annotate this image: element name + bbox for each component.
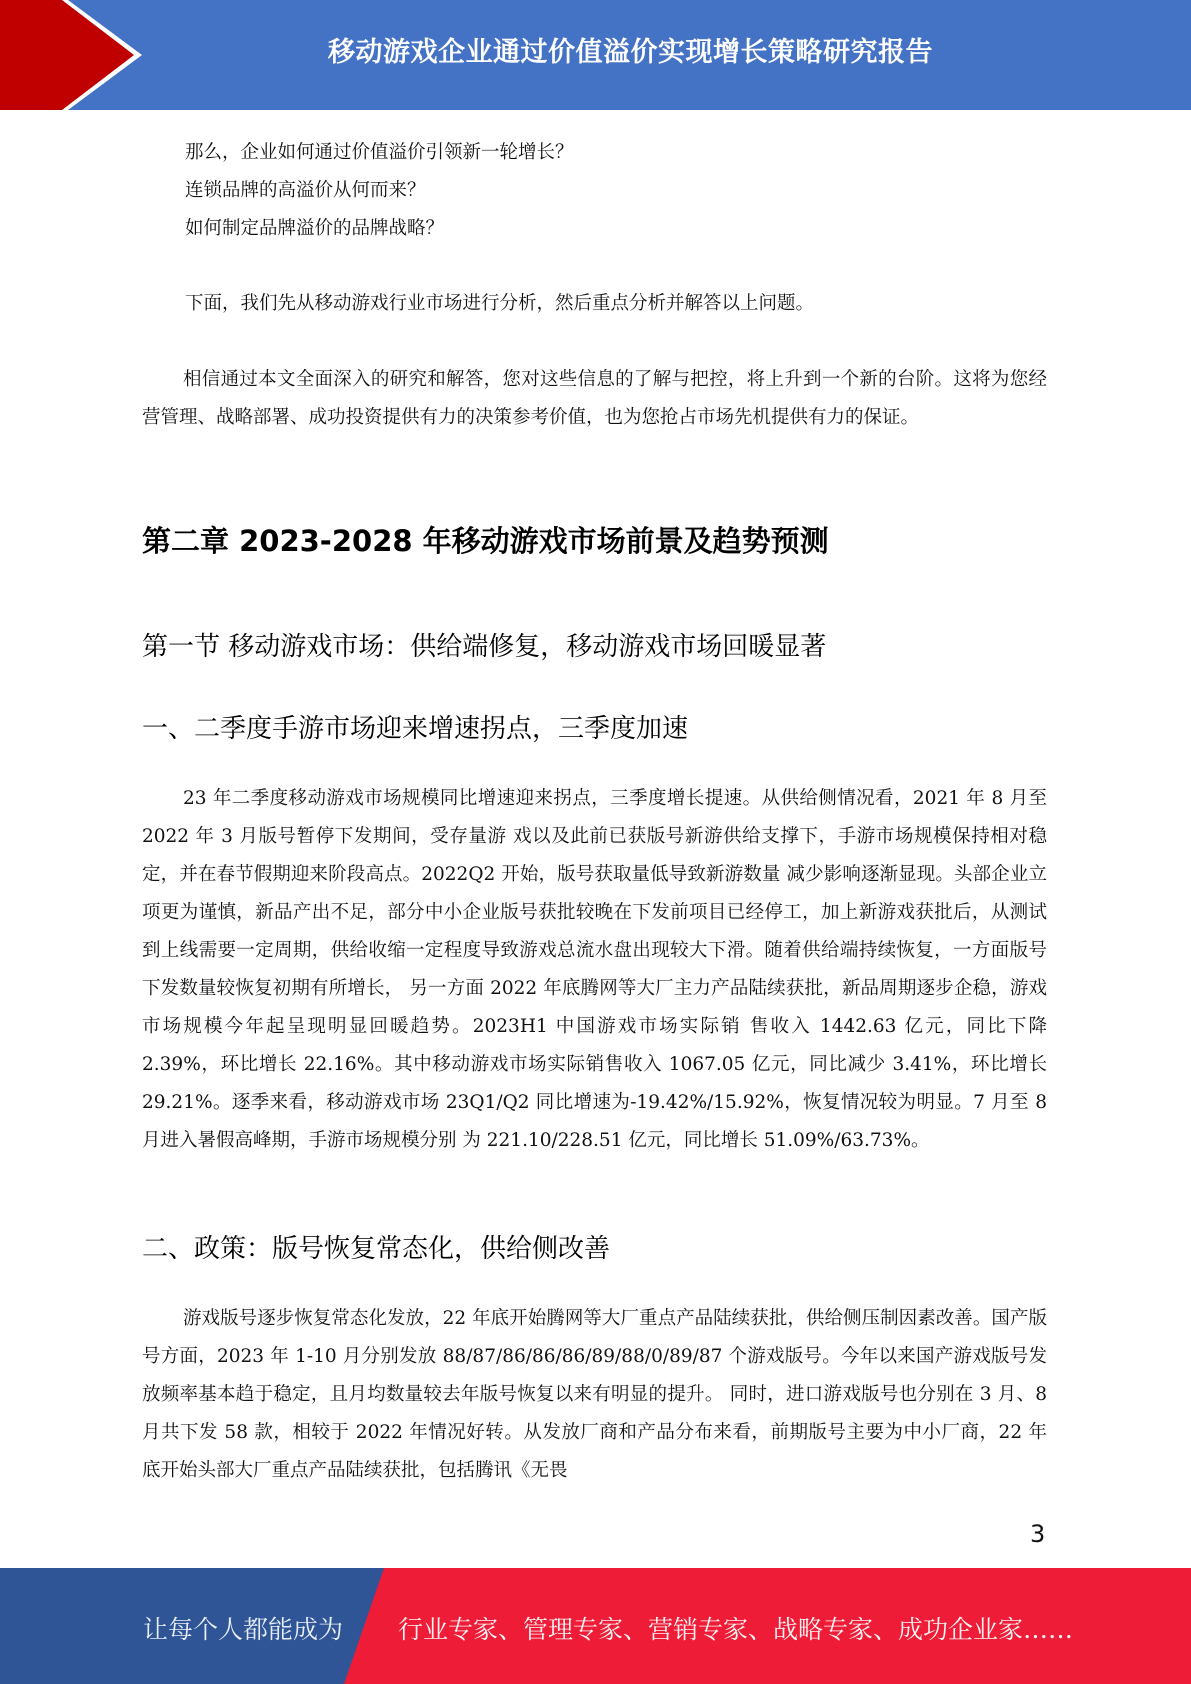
- page-footer: [0, 1568, 1191, 1684]
- section-title: 第一节 移动游戏市场：供给端修复，移动游戏市场回暖显著: [142, 632, 827, 662]
- subsection-body: 游戏版号逐步恢复常态化发放，22 年底开始腾网等大厂重点产品陆续获批，供给侧压制因素改善。国产版号方面，2023 年 1-10 月分别发放 88/87/86/86/86/89/88/0/89/87 个游戏版号。今年以来国产游戏版号发放频率基本趋于稳定，且月均数量较去年版号恢复以来有明显的提升。 同时，进口游戏版号也分别在 3 月、8 月共下发 58 款，相较于 2022 年情况好转。从发放厂商和产品分布来看，前期版号主要为中小厂商，22 年 底开始头部大厂重点产品陆续获批，包括腾讯《无畏: [142, 1308, 1047, 1481]
- subsection-body: 23 年二季度移动游戏市场规模同比增速迎来拐点，三季度增长提速。从供给侧情况看，2021 年 8 月至 2022 年 3 月版号暂停下发期间，受存量游 戏以及此前已获版号新游供给支撑下，手游市场规模保持相对稳定，并在春节假期迎来阶段高点。2022Q2 开始，版号获取量低导致新游数量 减少影响逐渐显现。头部企业立项更为谨慎，新品产出不足，部分中小企业版号获批较晚在下发前项目已经停工，加上新游戏获批后，从测试 到上线需要一定周期，供给收缩一定程度导致游戏总流水盘出现较大下滑。随着供给端持续恢复，一方面版号下发数量较恢复初期有所增长， 另一方面 2022 年底腾网等大厂主力产品陆续获批，新品周期逐步企稳，游戏市场规模今年起呈现明显回暖趋势。2023H1 中国游戏市场实际销 售收入 1442.63 亿元，同比下降 2.39%，环比增长 22.16%。其中移动游戏市场实际销售收入 1067.05 亿元，同比减少 3.41%，环比增长 29.21%。逐季来看，移动游戏市场 23Q1/Q2 同比增速为-19.42%/15.92%，恢复情况较为明显。7 月至 8 月进入暑假高峰期，手游市场规模分别 为 221.10/228.51 亿元，同比增长 51.09%/63.73%。: [142, 788, 1047, 1151]
- report-header: [0, 0, 1191, 110]
- intro-lead: 下面，我们先从移动游戏行业市场进行分析，然后重点分析并解答以上问题。: [185, 293, 815, 314]
- intro-question: 如何制定品牌溢价的品牌战略？: [185, 218, 445, 239]
- intro-question: 那么，企业如何通过价值溢价引领新一轮增长？: [185, 142, 574, 163]
- intro-question: 连锁品牌的高溢价从何而来？: [185, 180, 426, 201]
- subsection-title: 二、政策：版号恢复常态化，供给侧改善: [142, 1234, 611, 1264]
- intro-value-paragraph: 相信通过本文全面深入的研究和解答，您对这些信息的了解与把控，将上升到一个新的台阶。这将为您经营管理、战略部署、成功投资提供有力的决策参考价值，也为您抢占市场先机提供有力的保证。: [142, 369, 1047, 428]
- page-number: 3: [1030, 1520, 1046, 1548]
- footer-slogan-roles: 行业专家、管理专家、营销专家、战略专家、成功企业家……: [398, 1615, 1074, 1644]
- footer-slogan-lead: 让每个人都能成为: [143, 1615, 344, 1644]
- subsection-title: 一、二季度手游市场迎来增速拐点，三季度加速: [142, 714, 689, 744]
- chapter-title: 第二章 2023-2028 年移动游戏市场前景及趋势预测: [142, 524, 829, 558]
- report-title: 移动游戏企业通过价值溢价实现增长策略研究报告: [328, 37, 933, 68]
